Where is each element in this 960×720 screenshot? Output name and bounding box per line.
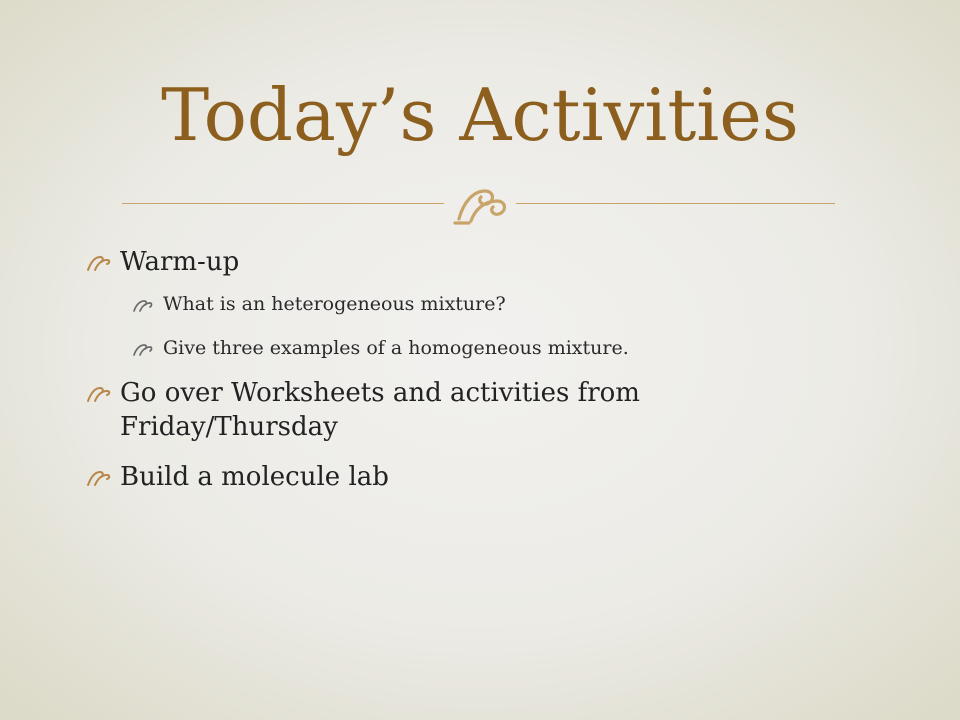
swirl-bullet-icon xyxy=(86,254,112,272)
swirl-sub-bullet-icon xyxy=(132,342,154,357)
slide-title: Today’s Activities xyxy=(161,73,799,157)
title-divider-left xyxy=(122,203,444,204)
list-item-worksheets: Go over Worksheets and activities from Friday/Thursday xyxy=(120,376,640,444)
swirl-bullet-icon xyxy=(86,385,112,403)
swirl-ornament-icon xyxy=(449,183,511,227)
swirl-bullet-icon xyxy=(86,469,112,487)
list-item-warm-up: Warm-up xyxy=(120,245,239,279)
list-item-heterogeneous-question: What is an heterogeneous mixture? xyxy=(163,292,506,316)
list-item-homogeneous-examples: Give three examples of a homogeneous mixture. xyxy=(163,336,629,360)
swirl-sub-bullet-icon xyxy=(132,298,154,313)
list-item-molecule-lab: Build a molecule lab xyxy=(120,460,389,494)
title-divider-right xyxy=(516,203,835,204)
